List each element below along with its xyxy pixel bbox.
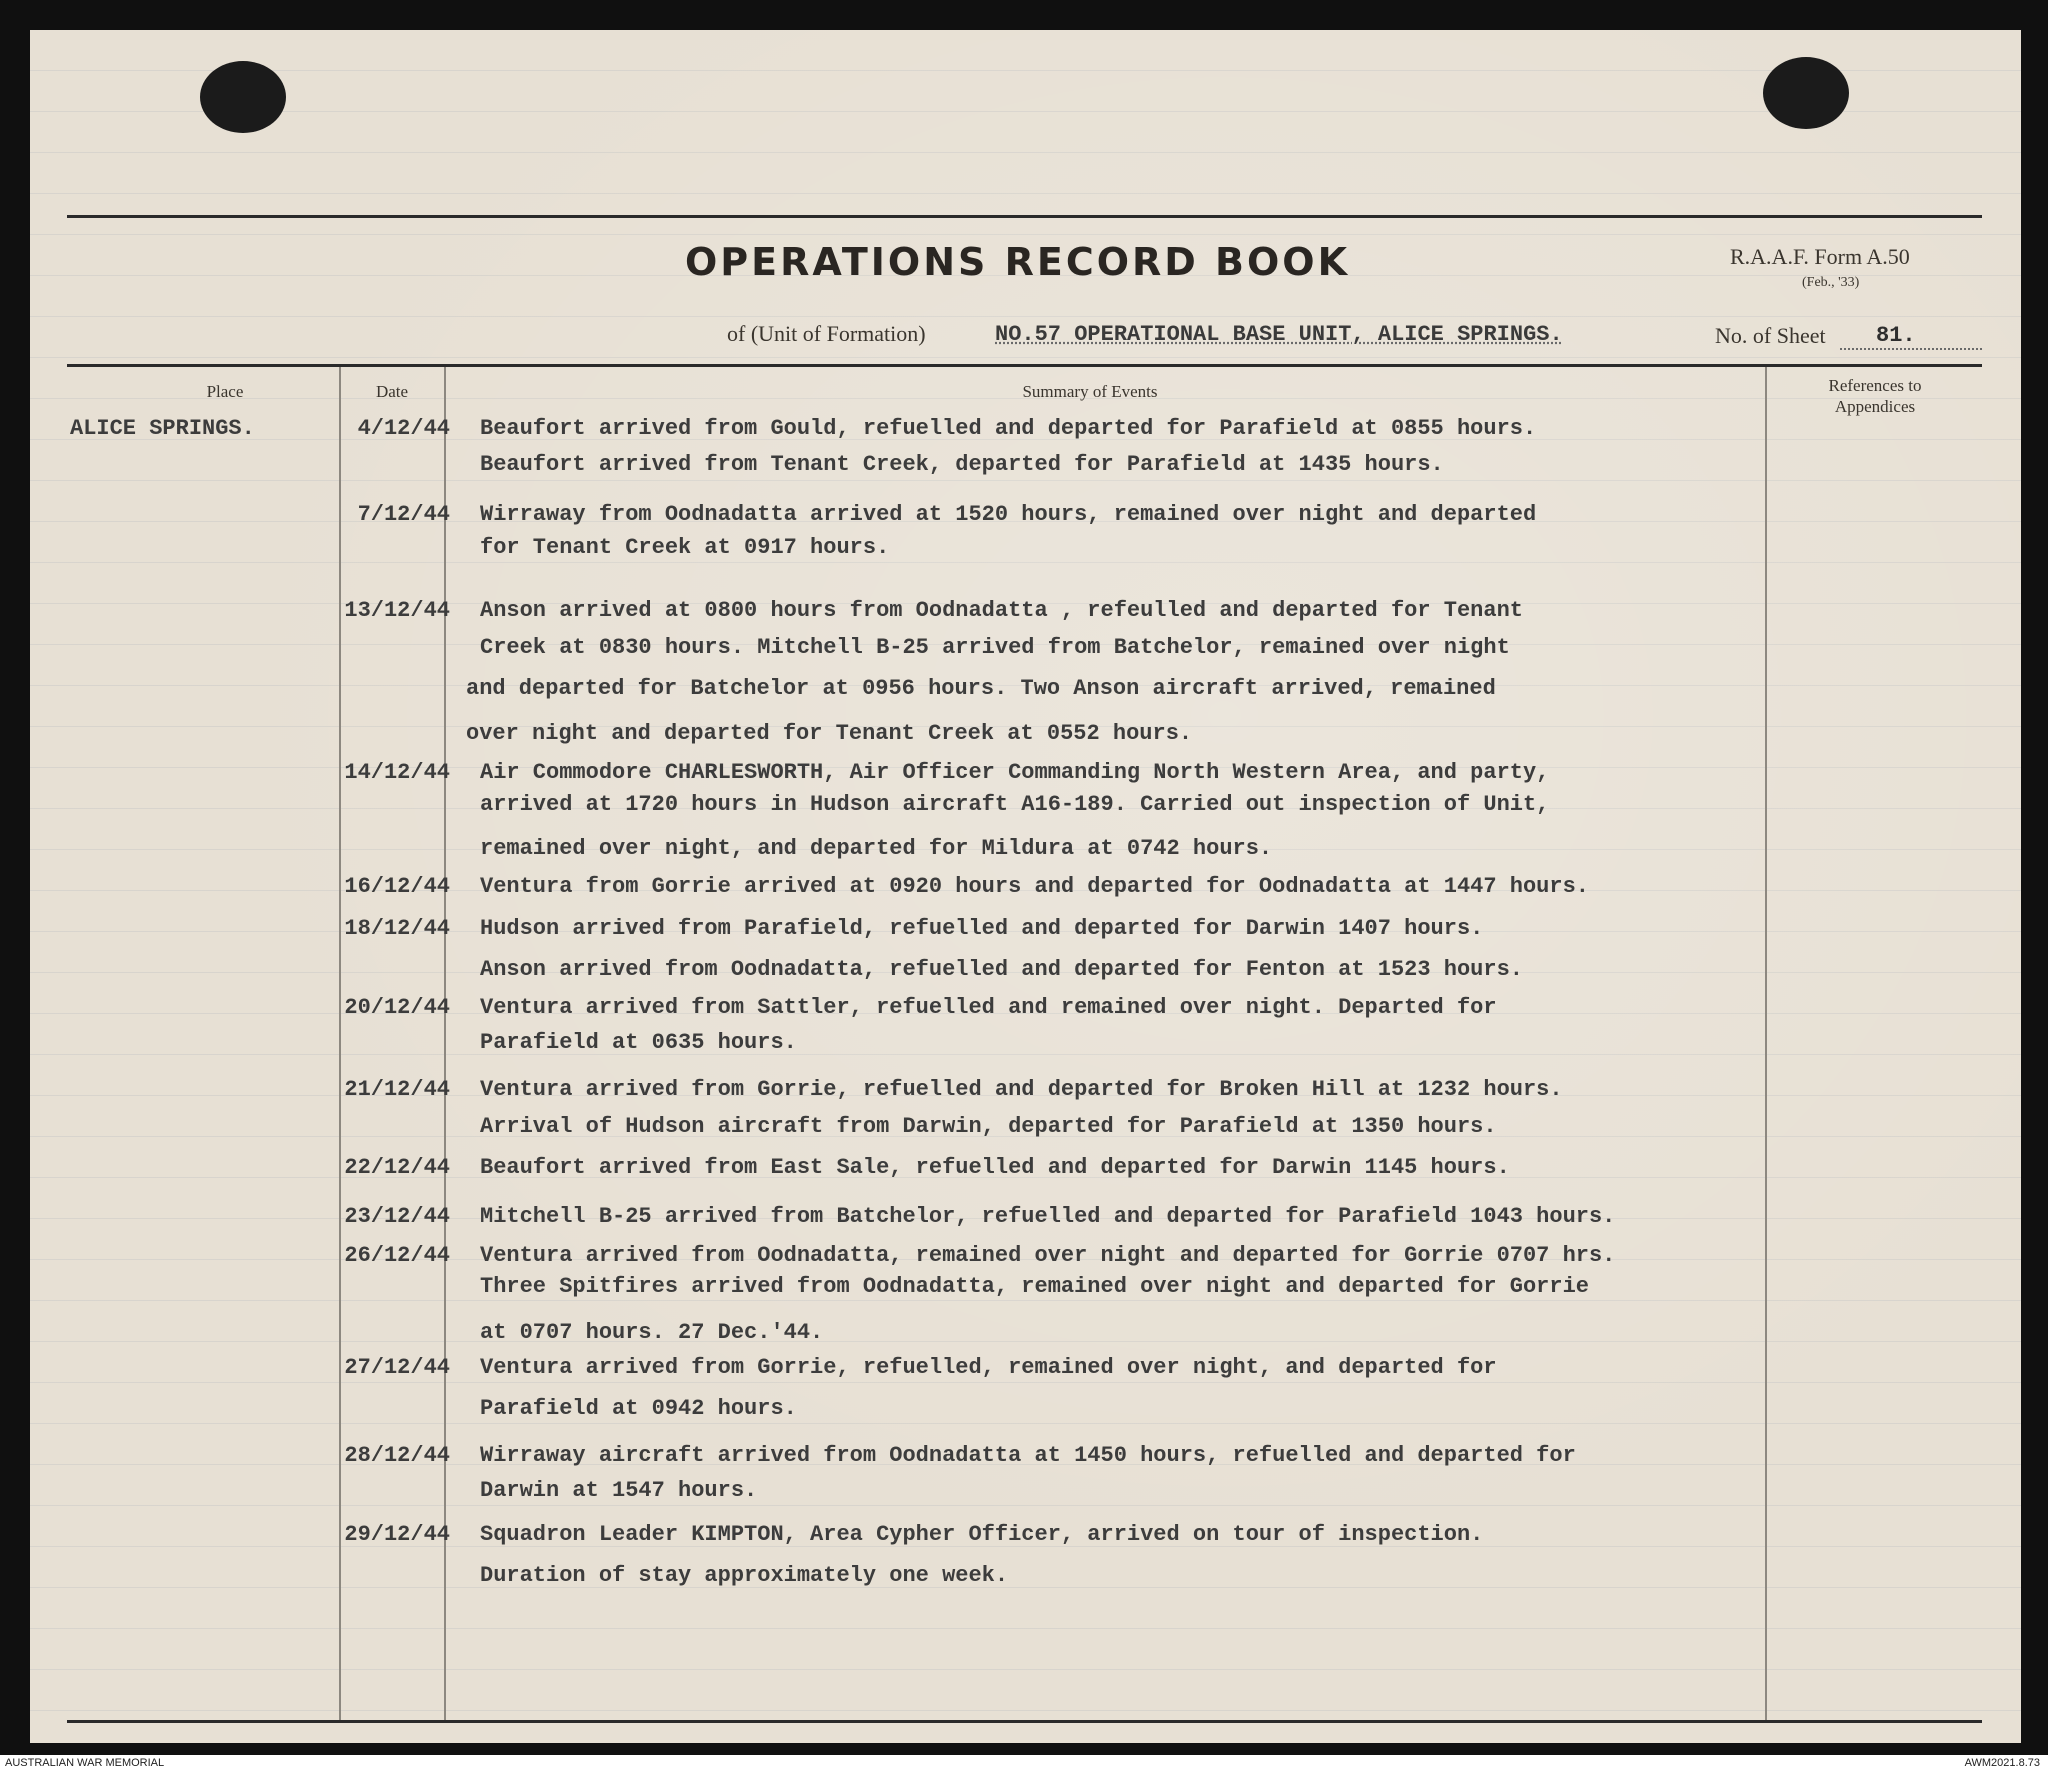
column-divider-place <box>339 367 341 1720</box>
summary-line: Air Commodore CHARLESWORTH, Air Officer Commanding North Western Area, and party, <box>480 760 1550 785</box>
entry-date: 7/12/44 <box>357 502 450 527</box>
entry-date: 18/12/44 <box>344 916 450 941</box>
entry-date: 22/12/44 <box>344 1155 450 1180</box>
summary-line: Anson arrived at 0800 hours from Oodnadatta , refeulled and departed for Tenant <box>480 598 1523 623</box>
summary-line: Parafield at 0635 hours. <box>480 1030 797 1055</box>
form-id: R.A.A.F. Form A.50 <box>1730 244 1910 269</box>
bottom-rule <box>67 1720 1982 1723</box>
summary-line: Squadron Leader KIMPTON, Area Cypher Officer, arrived on tour of inspection. <box>480 1522 1484 1547</box>
column-divider-summary <box>1765 367 1767 1720</box>
summary-line: Wirraway aircraft arrived from Oodnadatta at 1450 hours, refuelled and departed for <box>480 1443 1576 1468</box>
summary-line: Parafield at 0942 hours. <box>480 1396 797 1421</box>
entry-date: 29/12/44 <box>344 1522 450 1547</box>
summary-line: Darwin at 1547 hours. <box>480 1478 758 1503</box>
summary-line: Ventura arrived from Gorrie, refuelled and departed for Broken Hill at 1232 hours. <box>480 1077 1563 1102</box>
summary-line: for Tenant Creek at 0917 hours. <box>480 535 890 560</box>
column-header-date: Date <box>375 382 409 401</box>
entry-date: 21/12/44 <box>344 1077 450 1102</box>
entry-date: 13/12/44 <box>344 598 450 623</box>
summary-line: Three Spitfires arrived from Oodnadatta, remained over night and departed for Gorrie <box>480 1274 1589 1299</box>
column-header-references-line1: References to <box>1828 376 1922 395</box>
summary-line: remained over night, and departed for Mildura at 0742 hours. <box>480 836 1273 861</box>
footer-accession-number: AWM2021.8.73 <box>1964 1757 2040 1769</box>
form-date: (Feb., '33) <box>1802 275 1860 290</box>
summary-line: Beaufort arrived from Tenant Creek, departed for Parafield at 1435 hours. <box>480 452 1444 477</box>
summary-line: over night and departed for Tenant Creek at 0552 hours. <box>466 721 1193 746</box>
header-rule <box>67 364 1982 367</box>
summary-line: arrived at 1720 hours in Hudson aircraft A16-189. Carried out inspection of Unit, <box>480 792 1550 817</box>
entry-date: 26/12/44 <box>344 1243 450 1268</box>
entry-date: 28/12/44 <box>344 1443 450 1468</box>
entry-date: 23/12/44 <box>344 1204 450 1229</box>
record-sheet <box>30 30 2021 1743</box>
column-divider-date <box>444 367 446 1720</box>
document-title: OPERATIONS RECORD BOOK <box>685 240 1351 284</box>
column-header-references <box>1785 375 1965 417</box>
summary-line: Beaufort arrived from East Sale, refuelled and departed for Darwin 1145 hours. <box>480 1155 1510 1180</box>
sheet-number-label: No. of Sheet <box>1715 323 1826 348</box>
punch-hole-left <box>200 61 286 133</box>
unit-value: NO.57 OPERATIONAL BASE UNIT, ALICE SPRINGS. <box>995 322 1563 347</box>
column-header-place: Place <box>206 382 244 401</box>
summary-line: Anson arrived from Oodnadatta, refuelled and departed for Fenton at 1523 hours. <box>480 957 1523 982</box>
summary-line: Ventura arrived from Oodnadatta, remained over night and departed for Gorrie 0707 hrs. <box>480 1243 1616 1268</box>
summary-line: Ventura from Gorrie arrived at 0920 hours and departed for Oodnadatta at 1447 hours. <box>480 874 1589 899</box>
summary-line: Beaufort arrived from Gould, refuelled and departed for Parafield at 0855 hours. <box>480 416 1537 441</box>
summary-line: and departed for Batchelor at 0956 hours. Two Anson aircraft arrived, remained <box>466 676 1496 701</box>
sheet-number-value: 81. <box>1876 323 1916 348</box>
summary-line: Arrival of Hudson aircraft from Darwin, departed for Parafield at 1350 hours. <box>480 1114 1497 1139</box>
summary-line: at 0707 hours. 27 Dec.'44. <box>480 1320 824 1345</box>
column-header-summary: Summary of Events <box>1022 382 1158 401</box>
summary-line: Hudson arrived from Parafield, refuelled and departed for Darwin 1407 hours. <box>480 916 1484 941</box>
column-header-references-line2: Appendices <box>1834 397 1916 416</box>
entry-date: 16/12/44 <box>344 874 450 899</box>
place-entry: ALICE SPRINGS. <box>70 416 255 441</box>
unit-label: of (Unit of Formation) <box>727 321 926 346</box>
summary-line: Duration of stay approximately one week. <box>480 1563 1009 1588</box>
summary-line: Creek at 0830 hours. Mitchell B-25 arrived from Batchelor, remained over night <box>480 635 1510 660</box>
summary-line: Mitchell B-25 arrived from Batchelor, refuelled and departed for Parafield 1043 hours. <box>480 1204 1616 1229</box>
entry-date: 4/12/44 <box>357 416 450 441</box>
summary-line: Wirraway from Oodnadatta arrived at 1520 hours, remained over night and departed <box>480 502 1537 527</box>
top-rule <box>67 215 1982 218</box>
sheet-number-underline <box>1840 348 1982 350</box>
entry-date: 20/12/44 <box>344 995 450 1020</box>
summary-line: Ventura arrived from Gorrie, refuelled, remained over night, and departed for <box>480 1355 1497 1380</box>
footer-institution: AUSTRALIAN WAR MEMORIAL <box>5 1757 165 1769</box>
summary-line: Ventura arrived from Sattler, refuelled and remained over night. Departed for <box>480 995 1497 1020</box>
entry-date: 14/12/44 <box>344 760 450 785</box>
punch-hole-right <box>1763 57 1849 129</box>
entry-date: 27/12/44 <box>344 1355 450 1380</box>
